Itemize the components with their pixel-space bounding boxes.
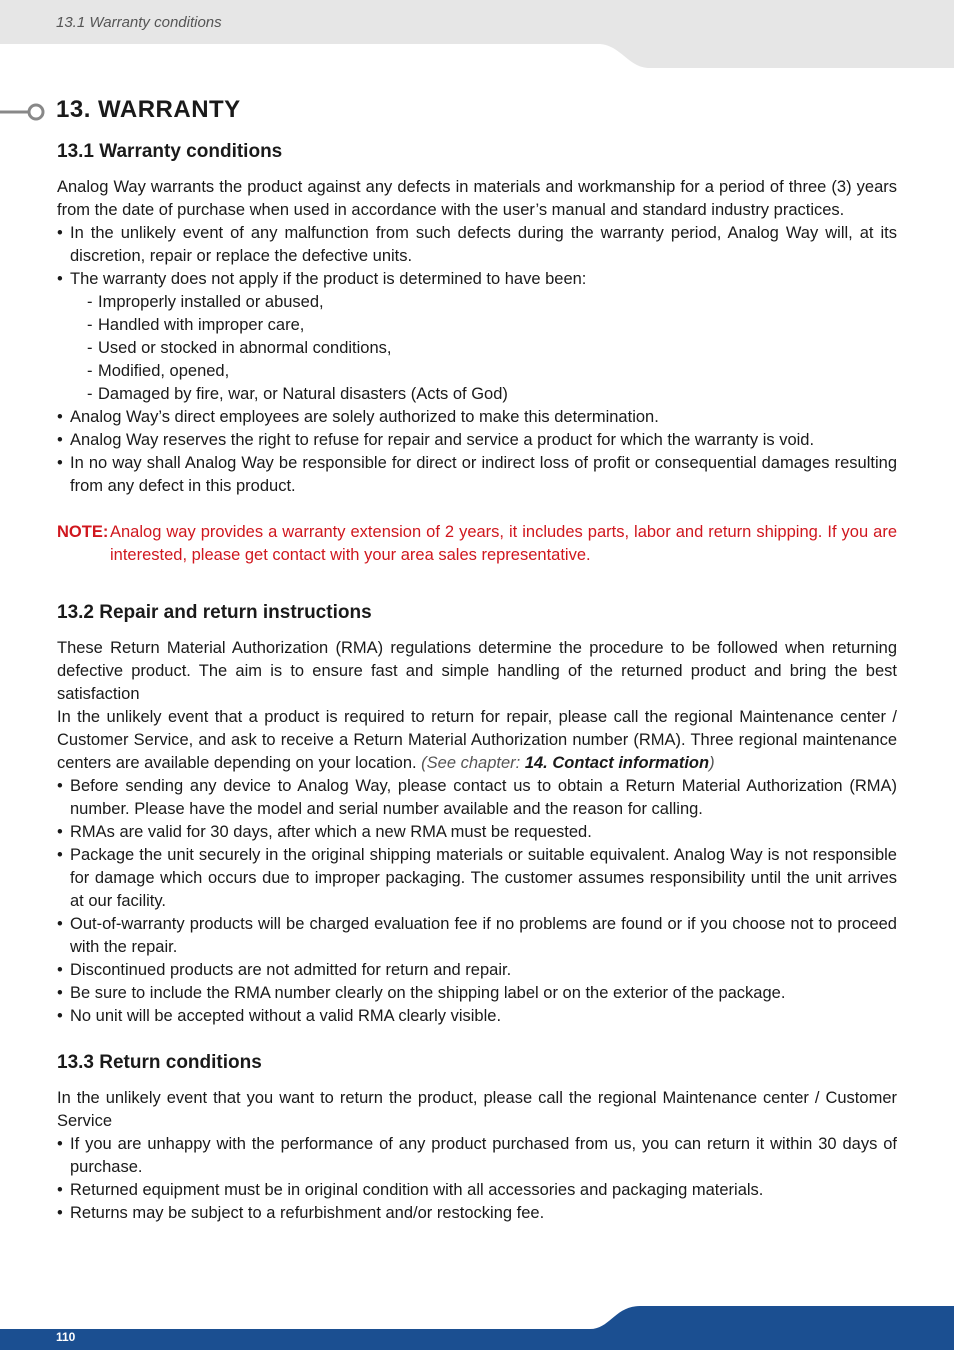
list-item: • In the unlikely event of any malfunction from such defects during the warranty period, Analog Way will, at its discretion, repair or replace the defective units. <box>57 222 897 268</box>
list-item: • Discontinued products are not admitted for return and repair. <box>57 959 897 982</box>
see-suffix: ) <box>709 754 715 772</box>
section-1-intro: Analog Way warrants the product against any defects in materials and workmanship for a period of three (3) years from the date of purchase when used in accordance with the user’s manual and standard industry practices. <box>57 178 897 219</box>
section-3-intro: In the unlikely event that you want to return the product, please call the regional Maintenance center / Customer Service <box>57 1089 897 1130</box>
section-2-para-2 <box>57 706 897 775</box>
list-item: • In no way shall Analog Way be responsible for direct or indirect loss of profit or consequential damages resulting from any defect in this product. <box>57 452 897 498</box>
list-item-text: The warranty does not apply if the product is determined to have been: <box>70 270 587 288</box>
note-label: NOTE: <box>57 523 109 541</box>
see-chapter-reference <box>421 754 714 772</box>
contact-information-link[interactable]: 14. Contact information <box>524 754 710 772</box>
see-prefix: (See chapter: <box>421 754 525 772</box>
section-1-bullets <box>57 222 897 498</box>
list-item: - Used or stocked in abnormal conditions, <box>87 337 897 360</box>
exclusion-list <box>70 291 897 406</box>
list-item: - Modified, opened, <box>87 360 897 383</box>
list-item <box>57 268 897 406</box>
chapter-title: 13. WARRANTY <box>56 96 241 123</box>
footer-band <box>0 1300 954 1350</box>
list-item: • No unit will be accepted without a valid RMA clearly visible. <box>57 1005 897 1028</box>
running-header: 13.1 Warranty conditions <box>56 14 222 31</box>
list-item: • Analog Way reserves the right to refuse for repair and service a product for which the warranty is void. <box>57 429 897 452</box>
section-2-bullets <box>57 775 897 1028</box>
section-3-title: 13.3 Return conditions <box>57 1052 262 1073</box>
section-1-title: 13.1 Warranty conditions <box>57 141 283 162</box>
section-3-bullets <box>57 1133 897 1225</box>
page-number: 110 <box>56 1330 76 1344</box>
section-2-title: 13.2 Repair and return instructions <box>57 602 372 623</box>
title-marker-icon <box>0 102 48 122</box>
list-item: • If you are unhappy with the performance of any product purchased from us, you can return it within 30 days of purchase. <box>57 1133 897 1179</box>
list-item: • Package the unit securely in the original shipping materials or suitable equivalent. Analog Way is not responsible for damage which occurs due to improper packaging. The customer assumes responsibility until the unit arrives at our facility. <box>57 844 897 913</box>
list-item: • Returns may be subject to a refurbishment and/or restocking fee. <box>57 1202 897 1225</box>
list-item: • RMAs are valid for 30 days, after which a new RMA must be requested. <box>57 821 897 844</box>
header-band <box>0 0 954 70</box>
list-item: - Improperly installed or abused, <box>87 291 897 314</box>
page-content <box>57 140 897 1225</box>
list-item: • Out-of-warranty products will be charged evaluation fee if no problems are found or if you choose not to proceed with the repair. <box>57 913 897 959</box>
list-item: - Damaged by fire, war, or Natural disasters (Acts of God) <box>87 383 897 406</box>
list-item: • Before sending any device to Analog Way, please contact us to obtain a Return Material Authorization (RMA) number. Please have the model and serial number available and the reason for calling. <box>57 775 897 821</box>
list-item: • Be sure to include the RMA number clearly on the shipping label or on the exterior of the package. <box>57 982 897 1005</box>
note-text: Analog way provides a warranty extension of 2 years, it includes parts, labor and return shipping. If you are interested, please get contact with your area sales representative. <box>110 523 897 564</box>
list-item: • Analog Way’s direct employees are solely authorized to make this determination. <box>57 406 897 429</box>
section-2-para-2-text: In the unlikely event that a product is required to return for repair, please call the regional Maintenance center / Customer Service, and ask to receive a Return Material Authorization number (RMA). Three regional maintenance centers are available depending on your location. <box>57 708 897 772</box>
list-item: - Handled with improper care, <box>87 314 897 337</box>
list-item: • Returned equipment must be in original condition with all accessories and packaging materials. <box>57 1179 897 1202</box>
section-2-para-1: These Return Material Authorization (RMA) regulations determine the procedure to be followed when returning defective product. The aim is to ensure fast and simple handling of the returned product and bring the best satisfaction <box>57 639 897 703</box>
warranty-note <box>57 521 897 567</box>
